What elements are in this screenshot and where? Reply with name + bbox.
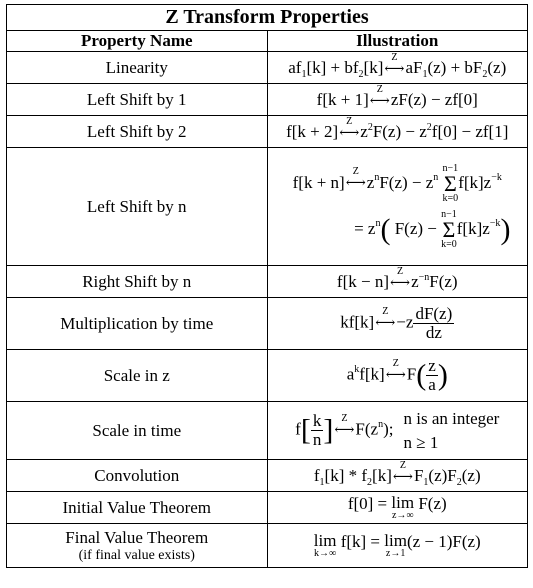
z-arrow: Z ⟷	[389, 265, 411, 291]
table-row	[7, 524, 528, 568]
row-left-shift-1-name: Left Shift by 1	[7, 84, 268, 116]
table-row	[7, 148, 528, 266]
row-right-shift-n-name: Right Shift by n	[7, 266, 268, 298]
row-left-shift-n-name: Left Shift by n	[7, 148, 268, 266]
row-ivt-formula: f[0] = lim z→∞ F(z)	[267, 492, 528, 524]
row-fvt-name	[7, 524, 268, 568]
row-scale-time-name: Scale in time	[7, 402, 268, 460]
row-mult-time-name: Multiplication by time	[7, 298, 268, 350]
row-fvt-formula: lim k→∞ f[k] = lim z→1 (z − 1)F(z)	[267, 524, 528, 568]
z-arrow: Z ⟷	[345, 166, 366, 192]
row-right-shift-n-formula: f[k − n] Z $⟷z^{-n}F(z)$	[267, 266, 528, 298]
table-row	[7, 350, 528, 402]
table-row	[7, 52, 528, 84]
table-row	[7, 402, 528, 460]
z-arrow: Z ⟷	[375, 306, 396, 332]
z-transform-table	[6, 4, 528, 568]
row-ivt-name: Initial Value Theorem	[7, 492, 268, 524]
table-row	[7, 84, 528, 116]
row-left-shift-2-formula: f[k + 2] Z $⟷z^2F(z) - z^2f[0] - zf[1]$	[267, 116, 528, 148]
row-scale-z-formula: $a^kf[k]$ Z ⟷F( $\frac{z}{a}$ )	[267, 350, 528, 402]
row-left-shift-2-name: Left Shift by 2	[7, 116, 268, 148]
table-row	[7, 116, 528, 148]
n-integer-note: n is an integer	[403, 408, 500, 428]
n-ge-1-note: n ≥ 1	[403, 432, 439, 452]
row-fvt-note: (if final value exists)	[78, 547, 195, 563]
table-row	[7, 266, 528, 298]
row-mult-time-formula: kf[k] Z ⟷−z $\frac{dF(z)}{dz}$	[267, 298, 528, 350]
row-scale-time-formula: f[ $\frac{k}{n}$ ] Z $⟷F(z^n)$; n is an integer n ≥ 1	[267, 402, 528, 460]
header-illustration: Illustration	[267, 31, 528, 52]
z-arrow: Z ⟷	[385, 358, 406, 384]
z-arrow: Z ⟷	[369, 83, 390, 109]
row-fvt-title: Final Value Theorem	[65, 527, 209, 547]
row-convolution-formula: $f_1[k] * f_2[k]$ Z $⟷F_1(z)F_2(z)$	[267, 460, 528, 492]
row-linearity-formula: $af_1[k] + bf_2[k]$ Z $⟷aF_1(z) + bF_2(z)$	[267, 52, 528, 84]
z-arrow: Z ⟷	[384, 51, 405, 77]
z-arrow: Z ⟷	[339, 115, 360, 141]
row-left-shift-n-formula: f[k + n] Z $⟷z^nF(z) - z^n$ n−1 Σ k=0 $f[k]z^{-k}$ = $z^n$( F(z) − n−1 Σ k=0 $f[k]z^{-k}$)	[267, 148, 528, 266]
row-linearity-name: Linearity	[7, 52, 268, 84]
z-arrow: Z ⟷	[334, 413, 355, 439]
table-row	[7, 298, 528, 350]
summation-icon: n−1 Σ k=0	[441, 208, 457, 250]
header-property-name: Property Name	[7, 31, 268, 52]
table-title: Z Transform Properties	[7, 5, 528, 31]
table-row	[7, 492, 528, 524]
summation-icon: n−1 Σ k=0	[442, 162, 459, 204]
row-scale-z-name: Scale in z	[7, 350, 268, 402]
row-left-shift-1-formula: f[k + 1] Z ⟷zF(z) − zf[0]	[267, 84, 528, 116]
table-row	[7, 460, 528, 492]
z-arrow: Z ⟷	[392, 459, 413, 485]
row-convolution-name: Convolution	[7, 460, 268, 492]
